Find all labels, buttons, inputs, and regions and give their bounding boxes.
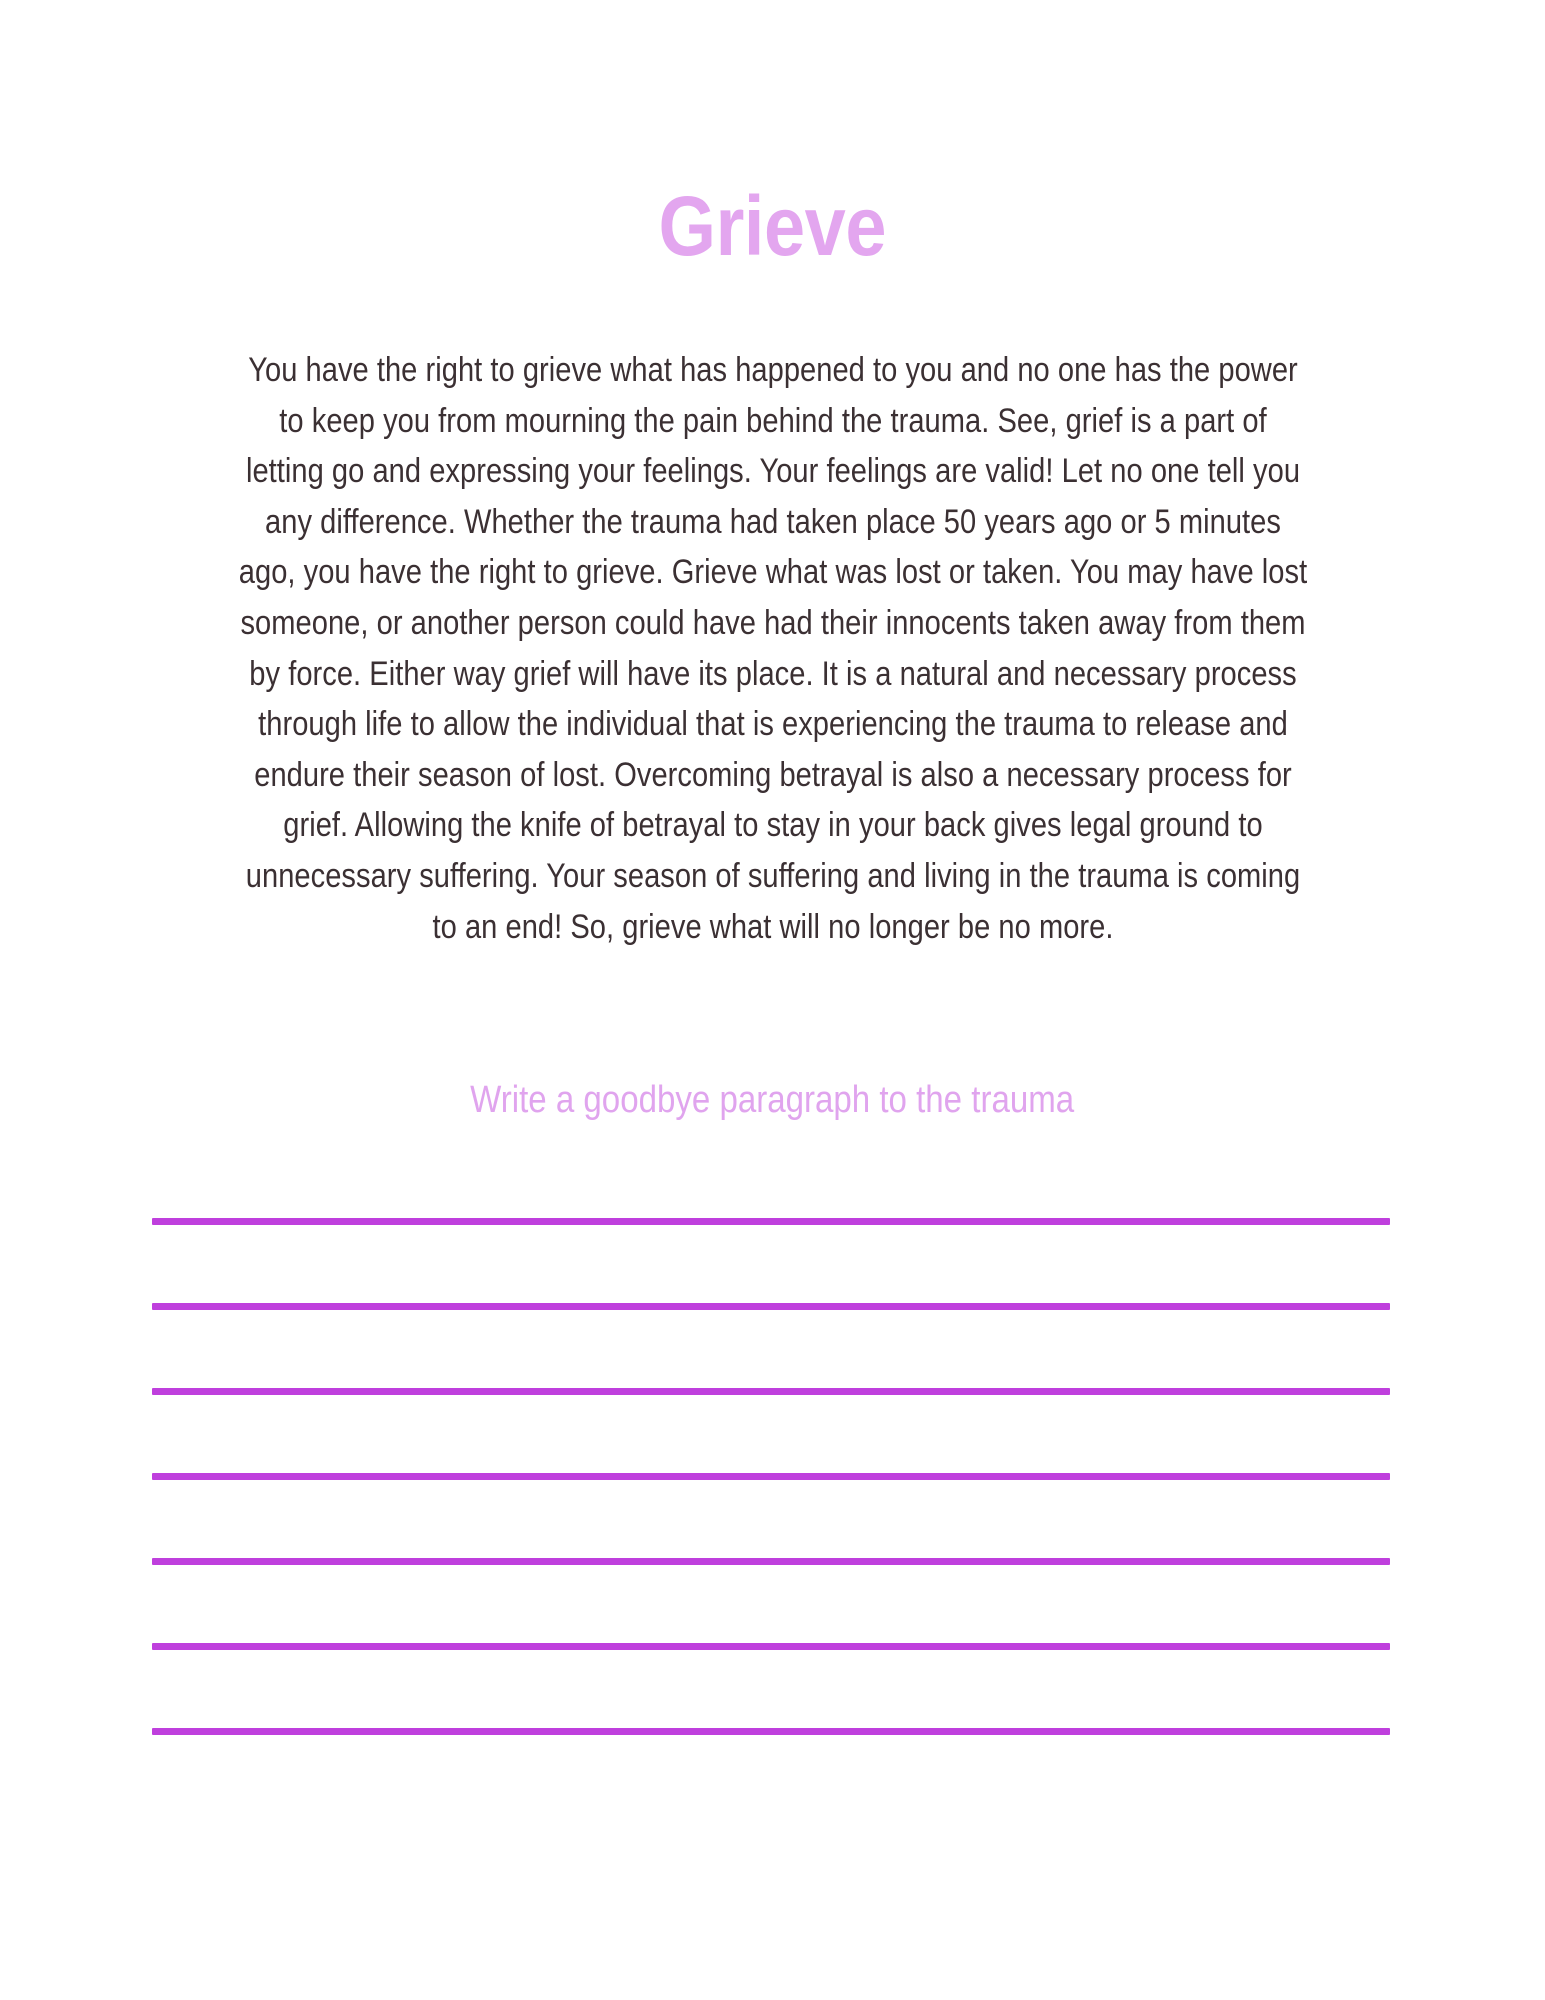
writing-line[interactable] <box>152 1643 1390 1650</box>
body-paragraph: You have the right to grieve what has happened to you and no one has the power to keep you from mourning the pain behind the trauma. See, grief is a part of letting go and expressing your feelings. Your feelings are valid! Let no one tell you any difference. Whether the trauma had taken place 50 years ago or 5 minutes ago, you have the right to grieve. Grieve what was lost or taken. You may have lost someone, or another person could have had their innocents taken away from them by force. Either way grief will have its place. It is a natural and necessary process through life to allow the individual that is experiencing the trauma to release and endure their season of lost. Overcoming betrayal is also a necessary process for grief. Allowing the knife of betrayal to stay in your back gives legal ground to unnecessary suffering. Your season of suffering and living in the trauma is coming to an end! So, grieve what will no longer be no more. <box>238 351 1308 946</box>
writing-line[interactable] <box>152 1473 1390 1480</box>
writing-line[interactable] <box>152 1558 1390 1565</box>
body-paragraph-container <box>148 345 1398 952</box>
page-title: Grieve <box>658 179 887 274</box>
writing-prompt: Write a goodbye paragraph to the trauma <box>470 1079 1075 1121</box>
writing-lines-area <box>152 1218 1390 1735</box>
writing-line[interactable] <box>152 1218 1390 1225</box>
writing-line[interactable] <box>152 1388 1390 1395</box>
page-title-container <box>0 128 1545 325</box>
prompt-container <box>0 1078 1545 1124</box>
writing-line[interactable] <box>152 1303 1390 1310</box>
writing-line[interactable] <box>152 1728 1390 1735</box>
